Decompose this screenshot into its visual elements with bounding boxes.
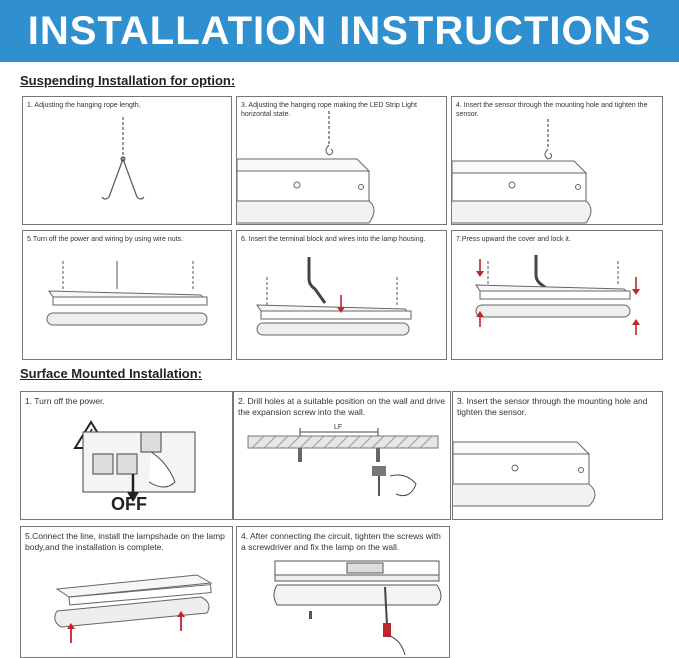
suspend-step-5-panel [22,230,232,360]
step-caption: 3. Insert the sensor through the mounting hole and tighten the sensor. [457,396,648,417]
lampshade-illustration [21,527,232,657]
header-banner [0,0,679,62]
drill-wall-illustration [234,392,450,519]
suspend-step-4-panel [451,96,663,225]
sensor-insert-illustration [452,97,662,224]
off-label: OFF [111,494,147,514]
suspend-step-7-panel [451,230,663,360]
wiring-illustration [23,231,231,359]
surface-step-1-panel [20,391,233,520]
step-caption: 6. Insert the terminal block and wires into the lamp housing. [241,236,426,243]
lf-label: LF [334,424,343,431]
page-title: INSTALLATION INSTRUCTIONS [27,8,652,53]
surface-section-title: Surface Mounted Installation: [20,366,203,381]
screwdriver-fix-illustration [237,527,449,657]
step-caption: 5.Turn off the power and wiring by using wire nuts. [27,236,184,243]
surface-step-5-panel [20,526,233,658]
step-caption: 4. After connecting the circuit, tighten the screws with a screwdriver and fix the lamp on the wall. [241,531,441,552]
step-caption: 2. Drill holes at a suitable position on the wall and drive the expansion screw into the wall. [238,396,445,417]
step-caption: 3. Adjusting the hanging rope making the LED Strip Light horizontal state. [241,102,417,118]
surface-sensor-illustration [453,392,662,519]
power-off-illustration [21,392,232,519]
step-caption: 1. Turn off the power. [25,396,105,406]
surface-step-4-panel [236,526,450,658]
hanging-chain-illustration [23,97,231,224]
step-caption: 7.Press upward the cover and lock it. [456,236,571,243]
lamp-housing-illustration [237,97,446,224]
step-caption: 4. Insert the sensor through the mounting hole and tighten the sensor. [456,102,648,118]
suspend-step-3-panel [236,96,447,225]
press-cover-illustration [452,231,662,359]
suspend-step-6-panel [236,230,447,360]
suspending-section-title: Suspending Installation for option: [20,73,236,88]
surface-step-3-panel [452,391,663,520]
step-caption: 1. Adjusting the hanging rope length. [27,102,141,109]
terminal-block-illustration [237,231,446,359]
suspend-step-1-panel [22,96,232,225]
step-caption: 5.Connect the line, install the lampshade on the lamp body,and the installation is complete. [25,531,225,552]
surface-step-2-panel [233,391,451,520]
